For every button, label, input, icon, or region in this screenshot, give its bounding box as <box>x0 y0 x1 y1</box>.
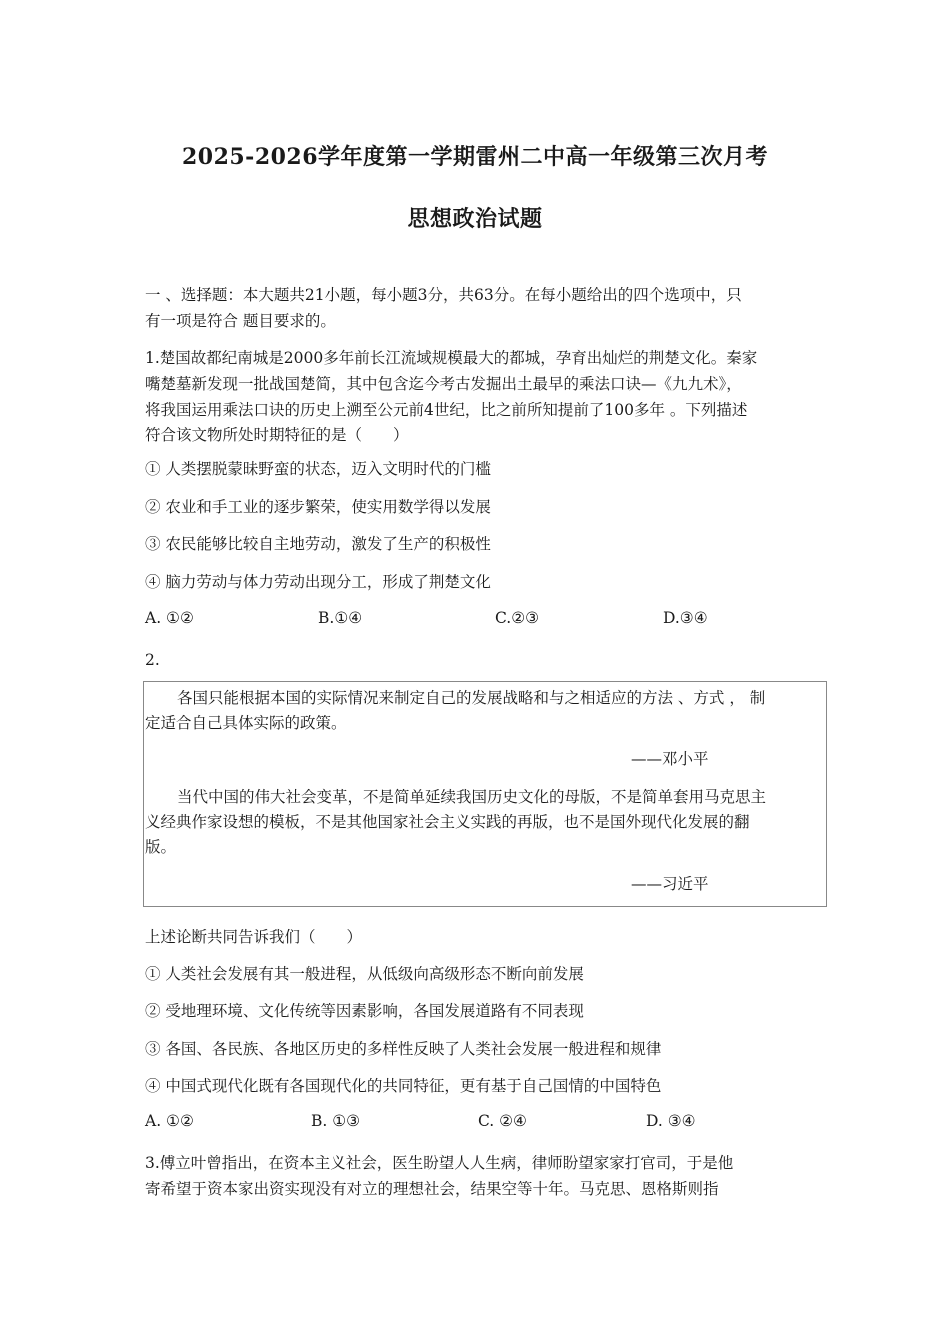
q1-option-a: A. ①② <box>145 609 194 627</box>
q2-quote-box <box>143 681 827 907</box>
quote2-line: 版。 <box>145 838 177 856</box>
q2-statement: ④ 中国式现代化既有各国现代化的共同特征，更有基于自己国情的中国特色 <box>145 1077 662 1095</box>
section-intro-line: 一 、选择题：本大题共21小题，每小题3分，共63分。在每小题给出的四个选项中，只 <box>145 286 742 304</box>
exam-title: 2025-2026学年度第一学期雷州二中高一年级第三次月考 <box>181 144 769 170</box>
q2-statement: ② 受地理环境、文化传统等因素影响，各国发展道路有不同表现 <box>145 1002 584 1020</box>
q1-statement: ① 人类摆脱蒙昧野蛮的状态，迈入文明时代的门槛 <box>145 460 491 478</box>
q1-statement: ② 农业和手工业的逐步繁荣，使实用数学得以发展 <box>145 498 491 516</box>
q1-stem-line: 1.楚国故都纪南城是2000多年前长江流域规模最大的都城，孕育出灿烂的荆楚文化。秦家 <box>145 349 758 367</box>
q1-option-c: C.②③ <box>495 609 540 627</box>
q1-option-b: B.①④ <box>318 609 363 627</box>
q2-option-b: B. ①③ <box>311 1112 361 1130</box>
quote2-line: 义经典作家设想的模板，不是其他国家社会主义实践的再版，也不是国外现代化发展的翻 <box>145 813 750 831</box>
q1-stem-line: 将我国运用乘法口诀的历史上溯至公元前4世纪，比之前所知提前了100多年 。下列描述 <box>145 401 748 419</box>
q1-stem-line: 符合该文物所处时期特征的是（ ） <box>145 426 409 444</box>
q2-option-d: D. ③④ <box>646 1112 696 1130</box>
quote1-author: ——邓小平 <box>631 750 709 768</box>
q2-number: 2. <box>145 651 160 669</box>
q3-stem-line: 寄希望于资本家出资实现没有对立的理想社会，结果空等十年。马克思、恩格斯则指 <box>145 1180 719 1198</box>
quote1-line: 各国只能根据本国的实际情况来制定自己的发展战略和与之相适应的方法 、方式 ， 制 <box>177 689 766 707</box>
quote2-line: 当代中国的伟大社会变革，不是简单延续我国历史文化的母版，不是简单套用马克思主 <box>177 788 767 806</box>
q2-statement: ③ 各国、各民族、各地区历史的多样性反映了人类社会发展一般进程和规律 <box>145 1040 662 1058</box>
exam-subtitle: 思想政治试题 <box>407 206 543 232</box>
q3-stem-line: 3.傅立叶曾指出，在资本主义社会，医生盼望人人生病，律师盼望家家打官司，于是他 <box>145 1154 734 1172</box>
q2-statement: ① 人类社会发展有其一般进程，从低级向高级形态不断向前发展 <box>145 965 584 983</box>
q2-question: 上述论断共同告诉我们（ ） <box>145 928 363 946</box>
q1-statement: ③ 农民能够比较自主地劳动，激发了生产的积极性 <box>145 535 491 553</box>
section-intro-line: 有一项是符合 题目要求的。 <box>145 312 336 330</box>
quote2-author: ——习近平 <box>631 875 709 893</box>
q2-option-c: C. ②④ <box>478 1112 527 1130</box>
q1-stem-line: 嘴楚墓新发现一批战国楚简，其中包含迄今考古发掘出土最早的乘法口诀—《九九术》， <box>145 375 742 393</box>
q1-option-d: D.③④ <box>663 609 708 627</box>
q2-option-a: A. ①② <box>145 1112 194 1130</box>
q1-statement: ④ 脑力劳动与体力劳动出现分工，形成了荆楚文化 <box>145 573 491 591</box>
quote1-line: 定适合自己具体实际的政策。 <box>145 714 347 732</box>
